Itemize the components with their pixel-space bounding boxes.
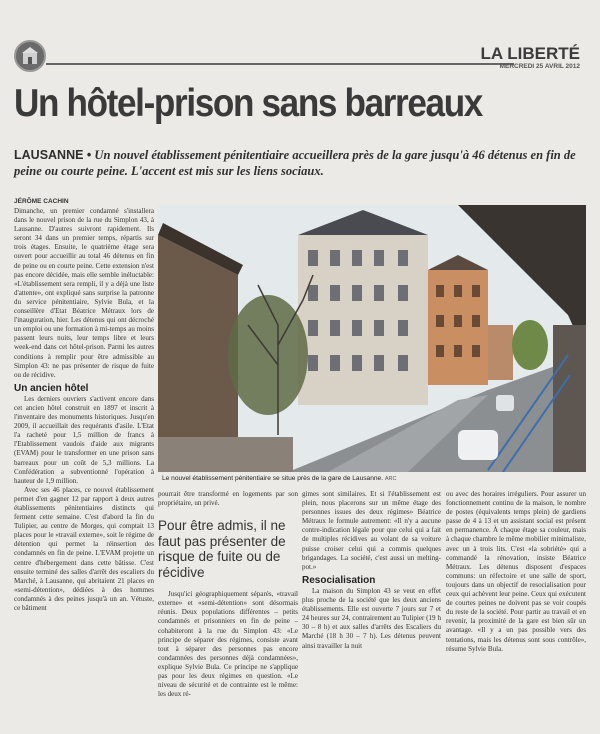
photo-caption xyxy=(162,475,582,482)
subhead-resocialisation: Resocialisation xyxy=(302,574,376,586)
headline: Un hôtel-prison sans barreaux xyxy=(14,82,482,125)
article-paragraph: gimes sont similaires. Et si l'établissement est plein, nous placerons sur un même étage des personnes issues des deux régimes» Béatrice Métraux le formule autrement: «Il n'y a aucune contre-indication légale pour que celui qui a fait de multiples récidives au volant de sa voiture puisse croiser celui qui a commis quelques brigandages. La société, c'est aussi un melting-pot.» xyxy=(302,490,441,571)
subhead-ancien-hotel: Un ancien hôtel xyxy=(14,382,89,394)
lead-place: LAUSANNE • xyxy=(14,148,92,162)
article-paragraph: Avec ses 46 places, ce nouvel établissement permet d'en gagner 12 par rapport à deux autres établissements pénitentiaires distincts qui ferment cette semaine. C'est d'abord la fin du Tulipier, au centre de Morges, qui comptait 13 places pour le «travail externe», soit le régime de détention qui permet la réinsertion des condamnés en fin de peine. L'EVAM projette un centre d'hébergement dans cette bâtisse. C'est ensuite terminé des salles d'arrêt des escaliers du Marché, à Lausanne, qui abritaient 21 places en «semi-détention», dédiées à des hommes condamnés à des peines jusqu'à un an. Vétuste, ce bâtiment xyxy=(14,485,154,613)
masthead-name: LA LIBERTÉ xyxy=(480,44,580,63)
article-paragraph: Jusqu'ici géographiquement séparés, «travail externe» et «semi-détention» sont désormais réunis. Deux populations différentes – petits condamnés et prisonniers en fin de peine – cohabiteront à la rue du Simplon 43: «Le principe de séparer des régimes, consiste avant tout à séparer des personnes pas encore condamnées des personnes déjà condamnées», explique Sylvie Bula. Ce principe ne s'applique pas pour les deux régimes en question. «Le niveau de sécurité et de contrainte est le même: les deux ré- xyxy=(158,590,298,699)
caption-text: Le nouvel établissement pénitentiaire se situe près de la gare de Lausanne. xyxy=(162,475,384,482)
masthead-date: MERCREDI 25 AVRIL 2012 xyxy=(499,63,580,70)
photo xyxy=(158,205,586,472)
column-2 xyxy=(158,490,298,728)
photo-credit: ARC xyxy=(384,476,397,482)
article-paragraph: Dimanche, un premier condamné s'installera dans le nouvel prison de la rue du Simplon 43, à Lausanne. D'autres suivront rapidement. Ils seront 34 dans un premier temps, répartis sur trois étages. Ensuite, le quatrième étage sera ouvert pour accueillir au total 46 détenus en fin de peine ou en courte peine. Cette extension n'est pas encore décidée, mais elle semble inéluctable: «L'établissement sera rempli, il y a déjà une liste d'attente», ont expliqué sans surprise la patronne du service pénitentiaire, Sylvie Bula, et la conseillère d'Etat Béatrice Métraux lors de l'inauguration, hier. Les détenus qui ont décroché un emploi ou une formation à mi-temps au moins passent leurs nuits, leur temps libre et leurs week-end dans cet hôtel-prison. Parmi les autres conditions à remplir pour être admissible au Simplon 43: ne pas présenter de risque de fuite ou de récidive. xyxy=(14,207,154,379)
article-paragraph: Les derniers ouvriers s'activent encore dans cet ancien hôtel construit en 1897 et inscrit à l'inventaire des monuments historiques. Jusqu'en 2009, il accueillait des requérants d'asile. L'Etat l'a racheté pour 1,5 million de francs à l'Etablissement vaudois d'aide aux migrants (EVAM) pour le transformer en une prison sans barreaux pour un coût de 5,3 millions. La Confédération a subventionné l'opération à hauteur de 1,9 million. xyxy=(14,394,154,485)
column-4 xyxy=(446,490,586,728)
lead-text: Un nouvel établissement pénitentiaire accueillera près de la gare jusqu'à 46 détenus en fin de peine ou courte peine. L'accent est mis sur les liens sociaux. xyxy=(14,148,576,178)
article-paragraph: pourrait être transformé en logements par son propriétaire, un privé. xyxy=(158,490,298,508)
building-photo-image xyxy=(158,205,586,472)
masthead-logo-icon xyxy=(14,40,46,72)
pull-quote: Pour être admis, il ne faut pas présenter de risque de fuite ou de récidive xyxy=(158,518,286,580)
column-3 xyxy=(302,490,441,728)
column-1 xyxy=(14,207,154,727)
masthead-rule xyxy=(46,63,514,65)
lead xyxy=(14,147,584,179)
article-paragraph: La maison du Simplon 43 se veut en effet plus proche de la société que les deux anciens établissements. Elle est ouverte 7 jours sur 7 et 24 heures sur 24, contrairement au Tulipier (19 h 30 – 8 h) et aux salles d'arrêts des Escaliers du Marché (18 h 30 – 7 h). Les détenus peuvent ainsi travailler la nuit xyxy=(302,586,441,650)
article-paragraph: ou avec des horaires irréguliers. Pour assurer un fonctionnement continu de la maison, le nombre de postes (équivalents temps plein) de gardiens passe de 4 à 13 et un assistant social est présent en permanence. À chaque étage sa couleur, mais à chaque chambre le même mobilier minimaliste, avec un à trois lits. C'est «la sobriété» qui a commandé la rénovation, insiste Béatrice Métraux. Les détenus disposent d'espaces communs: un réfectoire et une salle de sport, toujours dans un objectif de resocialisation pour ceux qui achèvent leur peine. Ceux qui exécutent de courtes peines ne doivent pas se voir coupés du reste de la société. Pour partir au travail et en revenir, la proximité de la gare est bien sûr un avantage. «Il y a un pas possible vers des tentations, mais les détenus sont sous contrôle», résume Sylvie Bula. xyxy=(446,490,586,653)
byline: JÉRÔME CACHIN xyxy=(14,198,69,205)
